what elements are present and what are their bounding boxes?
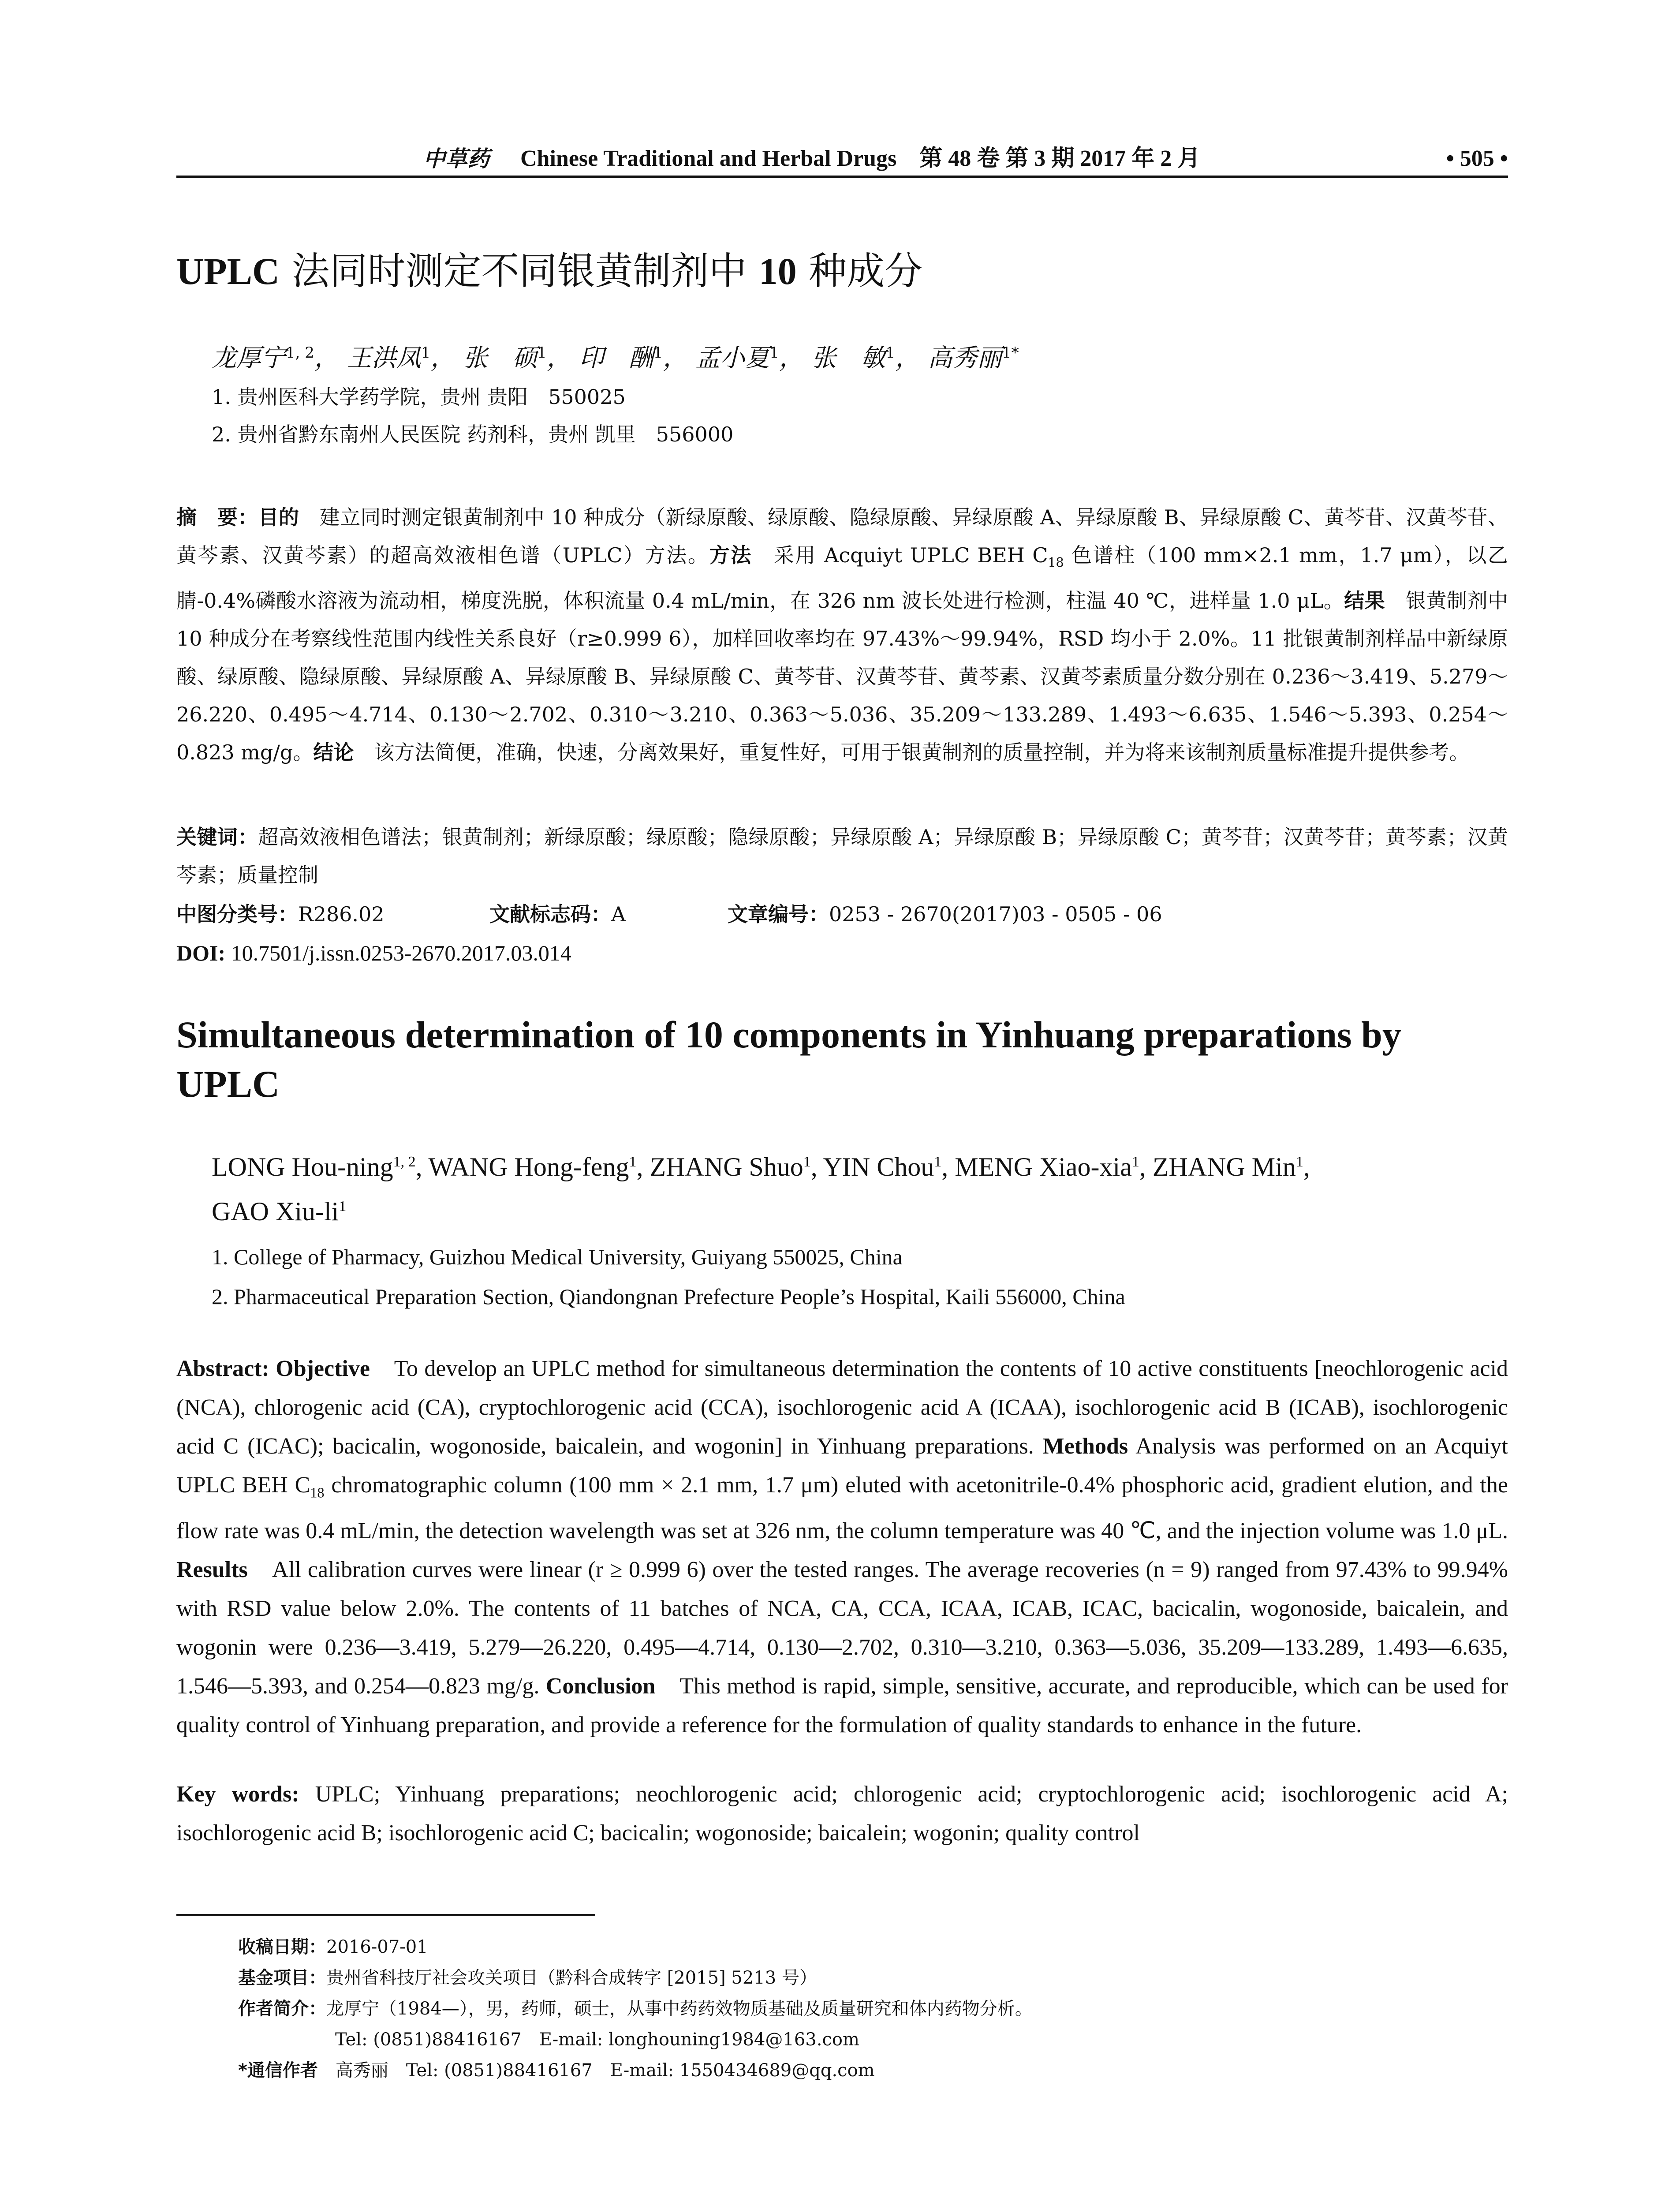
abstract-label: 摘 要： xyxy=(176,505,258,529)
clc-number xyxy=(176,895,385,933)
doc-code-label: 文献标志码： xyxy=(489,902,611,926)
title-suffix: 种成分 xyxy=(796,249,923,293)
article-no-label: 文章编号： xyxy=(728,902,829,926)
author-name: GAO Xiu-li xyxy=(212,1197,339,1226)
author-name: 龙厚宁 xyxy=(212,344,286,373)
abstract-objective-label: Abstract: Objective xyxy=(176,1356,370,1381)
author-name: 张 硕 xyxy=(463,344,538,373)
author-sup: 1, 2 xyxy=(286,344,314,362)
author-sup: 1 xyxy=(629,1154,637,1170)
author-sup: 1 xyxy=(421,344,431,362)
fund-value: 贵州省科技厅社会攻关项目（黔科合成转字 [2015] 5213 号） xyxy=(326,1968,817,1988)
author-sup: 1* xyxy=(1001,344,1019,362)
results-text: All calibration curves were linear (r ≥ 0.999 6) over the tested ranges. The average recoveries (n = 9) ranged from 97.43% to 99.94% with RSD value below 2.0%. The contents of 11 batches of NCA, CA, CCA, ICAA, ICAB, ICAC, bacicalin, wogonoside, baicalein, and wogonin were 0.236—3.419, 5.279—26.220, 0.495—4.714, 0.130—2.702, 0.310—3.210, 0.363—5.036, 35.209—133.289, 1.493—6.635, 1.546—5.393, and 0.254—0.823 mg/g. xyxy=(176,1557,1508,1699)
journal-citation: Chinese Traditional and Herbal Drugs 第 48 卷 第 3 期 2017 年 2 月 xyxy=(520,146,1201,171)
received-value: 2016-07-01 xyxy=(326,1937,428,1957)
article-no-value: 0253 - 2670(2017)03 - 0505 - 06 xyxy=(829,902,1162,926)
doc-code-value: A xyxy=(611,902,626,926)
author-name: MENG Xiao-xia xyxy=(955,1152,1132,1181)
corr-value: 高秀丽 Tel: (0851)88416167 E-mail: 1550434689@qq.com xyxy=(317,2060,875,2081)
clc-label: 中图分类号： xyxy=(176,902,298,926)
results-text: 银黄制剂中 10 种成分在考察线性范围内线性关系良好（r≥0.999 6），加样回收率均在 97.43%～99.94%，RSD 均小于 2.0%。11 批银黄制剂样品中新绿原酸、绿原酸、隐绿原酸、异绿原酸 A、异绿原酸 B、异绿原酸 C、黄芩苷、汉黄芩苷、黄芩素、汉黄芩素质量分数分别在 0.236～3.419、5.279～26.220、0.495～4.714、0.130～2.702、0.310～3.210、0.363～5.036、35.209～133.289、1.493～6.635、1.546～5.393、0.254～0.823 mg/g。 xyxy=(176,589,1508,765)
keywords-label: Key words: xyxy=(176,1782,299,1807)
methods-text-cont: 色谱柱（100 mm×2.1 mm，1.7 μm），以乙腈-0.4%磷酸水溶液为流动相，梯度洗脱，体积流量 0.4 mL/min，在 326 nm 波长处进行检测，柱温 40 ℃，进样量 1.0 μL。 xyxy=(176,543,1508,613)
bio-label: 作者简介： xyxy=(238,1999,326,2019)
conclusion-text: This method is rapid, simple, sensitive, accurate, and reproducible, which can be used for quality control of Yinhuang preparation, and provide a reference for the formulation of quality standards to enhance in the future. xyxy=(176,1674,1508,1738)
running-header xyxy=(176,141,1508,176)
methods-text-cont: chromatographic column (100 mm × 2.1 mm, 1.7 μm) eluted with acetonitrile-0.4% phosphoric acid, gradient elution, and the flow rate was 0.4 mL/min, the detection wavelength was set at 326 nm, the column temperature was 40 ℃, and the injection volume was 1.0 μL. xyxy=(176,1472,1508,1544)
doi-label: DOI: xyxy=(176,941,226,965)
english-affiliation-1: 1. College of Pharmacy, Guizhou Medical University, Guiyang 550025, China xyxy=(212,1245,903,1269)
header-rule xyxy=(176,176,1508,178)
doi-value: 10.7501/j.issn.0253-2670.2017.03.014 xyxy=(225,941,571,965)
author-sup: 1 xyxy=(653,344,663,362)
corresponding-author xyxy=(238,2055,1033,2086)
conclusion-text: 该方法简便，准确，快速，分离效果好，重复性好，可用于银黄制剂的质量控制，并为将来该制剂质量标准提升提供参考。 xyxy=(354,740,1470,765)
received-date xyxy=(238,1932,1033,1962)
methods-text: Analysis was performed on an Acquiyt UPLC BEH C xyxy=(176,1434,1508,1498)
author-sup: 1, 2 xyxy=(393,1154,416,1170)
author-name: WANG Hong-feng xyxy=(428,1152,629,1181)
author-sup: 1 xyxy=(339,1198,347,1215)
journal-logo: 中草药 xyxy=(423,146,489,172)
keywords-text: UPLC; Yinhuang preparations; neochlorogenic acid; chlorogenic acid; cryptochlorogenic acid; isochlorogenic acid A; isochlorogenic acid B; isochlorogenic acid C; bacicalin; wogonoside; baicalein; wogonin; quality control xyxy=(176,1782,1508,1846)
author-name: 张 敏 xyxy=(811,344,886,373)
author-sup: 1 xyxy=(769,344,779,362)
methods-subscript: 18 xyxy=(1048,555,1064,570)
title-uplc: UPLC xyxy=(176,250,280,292)
author-name: ZHANG Min xyxy=(1152,1152,1296,1181)
author-bio xyxy=(238,1993,1033,2024)
author-sup: 1 xyxy=(934,1154,942,1170)
article-number xyxy=(728,895,1162,933)
author-name: YIN Chou xyxy=(823,1152,934,1181)
doi-line xyxy=(176,934,571,972)
author-sup: 1 xyxy=(803,1154,811,1170)
chinese-keywords xyxy=(176,818,1508,894)
chinese-affiliation-2: 2. 贵州省黔东南州人民医院 药剂科，贵州 凯里 556000 xyxy=(212,422,734,446)
english-abstract xyxy=(176,1349,1508,1745)
author-sup: 1 xyxy=(885,344,896,362)
corr-label: *通信作者 xyxy=(238,2060,318,2081)
conclusion-label: Conclusion xyxy=(545,1674,656,1699)
results-label: Results xyxy=(176,1557,248,1583)
objective-text: To develop an UPLC method for simultaneous determination the contents of 10 active constituents [neochlorogenic acid (NCA), chlorogenic acid (CA), cryptochlorogenic acid (CCA), isochlorogenic acid A (ICAA), isochlorogenic acid B (ICAB), isochlorogenic acid C (ICAC); bacicalin, wogonoside, baicalein, and wogonin] in Yinhuang preparations. xyxy=(176,1356,1508,1459)
objective-label: 目的 xyxy=(258,505,299,529)
chinese-affiliation-1: 1. 贵州医科大学药学院，贵州 贵阳 550025 xyxy=(212,385,626,409)
author-name: 王洪凤 xyxy=(347,344,421,373)
author-name: LONG Hou-ning xyxy=(212,1152,393,1181)
chinese-title xyxy=(176,247,1508,295)
author-name: 孟小夏 xyxy=(695,344,770,373)
author-name: 高秀丽 xyxy=(927,344,1002,373)
bio-value: 龙厚宁（1984—），男，药师，硕士，从事中药药效物质基础及质量研究和体内药物分析。 xyxy=(326,1999,1033,2019)
english-title: Simultaneous determination of 10 components in Yinhuang preparations by UPLC xyxy=(176,1013,1401,1105)
footnote-rule xyxy=(176,1914,595,1916)
keywords-text: 超高效液相色谱法；银黄制剂；新绿原酸；绿原酸；隐绿原酸；异绿原酸 A；异绿原酸 B；异绿原酸 C；黄芩苷；汉黄芩苷；黄芩素；汉黄芩素；质量控制 xyxy=(176,825,1508,887)
english-keywords xyxy=(176,1775,1508,1853)
author-contact: Tel: (0851)88416167 E-mail: longhouning1984@163.com xyxy=(335,2029,859,2050)
english-affiliation-2: 2. Pharmaceutical Preparation Section, Qiandongnan Prefecture People’s Hospital, Kaili 556000, China xyxy=(212,1284,1125,1309)
methods-label: Methods xyxy=(1042,1434,1128,1459)
title-mid: 法同时测定不同银黄制剂中 xyxy=(280,249,759,293)
english-authors: LONG Hou-ning$^{1, 2}$, WANG Hong-feng$^1$, ZHANG Shuo$^1$, YIN Chou$^1$, MENG Xiao-xia$^1$, ZHANG Min$^1$, GAO Xiu-$li^1$ xyxy=(212,1152,1310,1226)
chinese-authors: 龙厚宁$^{1, 2}$， 王洪凤$^1$， 张 硕$^1$， 印 酬$^1$， 孟小夏$^1$， 张 敏$^1$， 高秀丽$^{1*}$ xyxy=(212,344,1019,373)
fund-project xyxy=(238,1962,1033,1993)
author-sup: 1 xyxy=(1295,1154,1303,1170)
clc-value: R286.02 xyxy=(298,902,385,926)
document-code xyxy=(489,895,626,933)
fund-label: 基金项目： xyxy=(238,1968,326,1988)
footnotes xyxy=(238,1932,1033,2086)
results-label: 结果 xyxy=(1344,589,1385,613)
author-sup: 1 xyxy=(537,344,547,362)
author-name: 印 酬 xyxy=(579,344,653,373)
received-label: 收稿日期： xyxy=(238,1937,326,1957)
author-name: ZHANG Shuo xyxy=(650,1152,803,1181)
page-number: • 505 • xyxy=(1446,146,1508,171)
methods-label: 方法 xyxy=(709,543,752,567)
keywords-label: 关键词： xyxy=(176,825,258,849)
title-number: 10 xyxy=(758,250,797,292)
chinese-abstract xyxy=(176,498,1508,771)
conclusion-label: 结论 xyxy=(313,740,354,765)
author-sup: 1 xyxy=(1131,1154,1139,1170)
methods-subscript: 18 xyxy=(310,1484,325,1501)
objective-text: 建立同时测定银黄制剂中 10 种成分（新绿原酸、绿原酸、隐绿原酸、异绿原酸 A、异绿原酸 B、异绿原酸 C、黄芩苷、汉黄芩苷、黄芩素、汉黄芩素）的超高效液相色谱（UPLC）方法。 xyxy=(176,505,1508,567)
methods-text: 采用 Acquiyt UPLC BEH C xyxy=(752,543,1048,567)
